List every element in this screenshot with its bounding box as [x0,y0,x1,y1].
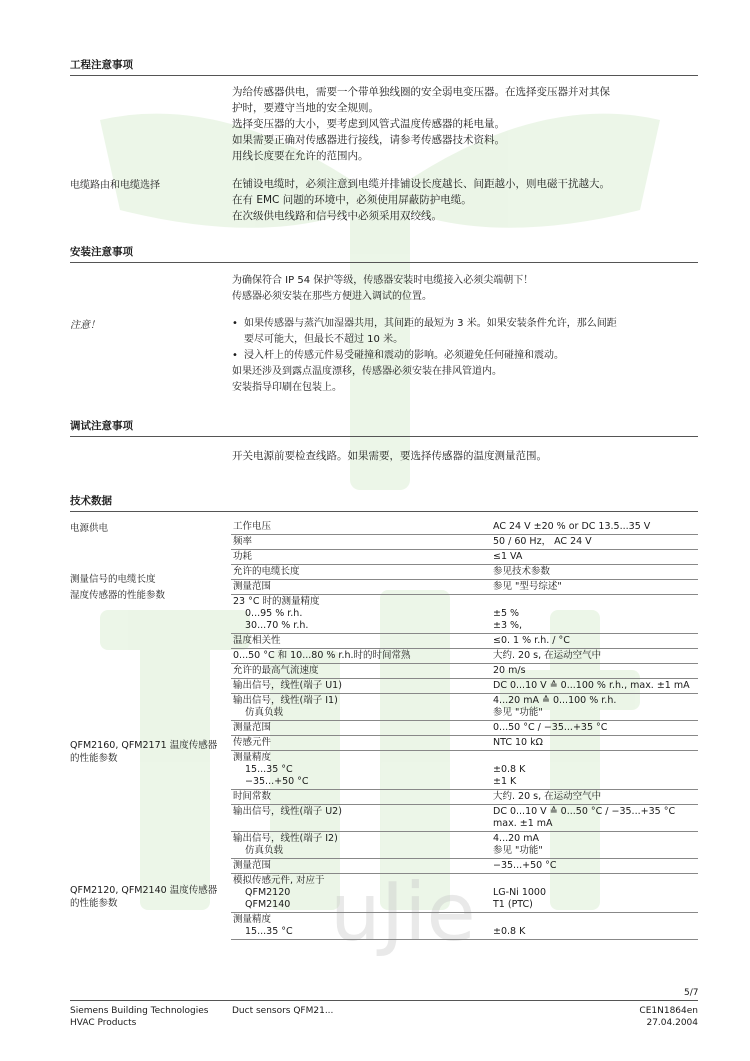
footer-doc: CE1N1864en 27.04.2004 [639,1006,698,1028]
spec-value: 参见 "型号综述" [493,581,562,592]
divider [70,75,698,76]
engineering-paragraph: 为给传感器供电，需要一个带单独线圈的安全弱电变压器。在选择变压器并对其保 护时，要遵守当地的安全规则。 选择变压器的大小，要考虑到风管式温度传感器的耗电量。 如果需要正确对传感器进行接线，请参考传感器技术资料。 用线长度要在允许的范围内。 [232,86,610,162]
spec-parameter: 输出信号，线性(端子 I2) 仿真负载 [233,833,338,856]
spec-parameter: 模拟传感元件, 对应于 QFM2120 QFM2140 [233,875,325,910]
spec-value: 大约. 20 s, 在运动空气中 [493,791,602,802]
side-label-qfm2120: QFM2120, QFM2140 温度传感器的性能参数 [70,885,218,909]
spec-value: 50 / 60 Hz， AC 24 V [493,536,592,547]
section-title-engineering: 工程注意事项 [70,59,133,71]
mounting-notes: • 如果传感器与蒸汽加湿器共用，其间距的最短为 3 米。如果安装条件允许，那么间距 要尽可能大，但最长不超过 10 米。 • 浸入杆上的传感元件易受碰撞和震动的影响。必须避免任何碰撞和震动。 如果还涉及到露点温度漂移，传感器必须安装在排风管道内。 安装指导印刷在包装上。 [232,316,702,396]
table-row [231,595,698,634]
commissioning-text: 开关电源前要检查线路。如果需要，要选择传感器的温度测量范围。 [232,450,547,462]
spec-value: ≤0. 1 % r.h. / °C [493,635,570,646]
table-row [231,550,698,565]
divider [70,262,698,263]
spec-parameter: 0...50 °C 和 10...80 % r.h.时的时间常熟 [233,650,411,661]
spec-value: 0...50 °C / −35...+35 °C [493,722,608,733]
table-row [231,679,698,694]
spec-value: −35...+50 °C [493,860,557,871]
section-title-commissioning: 调试注意事项 [70,420,133,432]
spec-value: ±5 % ±3 %, [493,608,523,631]
footer-divider [70,1000,698,1001]
section-title-mounting: 安装注意事项 [70,246,133,258]
spec-parameter: 测量范围 [233,581,272,592]
spec-parameter: 温度相关性 [233,635,281,646]
mounting-text: 为确保符合 IP 54 保护等级，传感器安装时电缆接入必须尖端朝下！ 传感器必须安装在那些方便进入调试的位置。 [232,275,534,302]
spec-parameter: 测量范围 [233,860,272,871]
table-row [231,790,698,805]
spec-parameter: 传感元件 [233,737,272,748]
note-label: 注意！ [70,320,100,331]
spec-value: NTC 10 kΩ [493,737,543,748]
table-row [231,805,698,832]
spec-parameter: 频率 [233,536,253,547]
table-row [231,859,698,874]
footer-product: Duct sensors QFM21... [232,1006,334,1016]
table-row [231,736,698,751]
list-item: • 如果传感器与蒸汽加湿器共用，其间距的最短为 3 米。如果安装条件允许，那么间距 要尽可能大，但最长不超过 10 米。 [232,316,702,348]
side-label-power: 电源供电 [70,523,109,534]
spec-value: 4...20 mA 参见 "功能" [493,833,543,856]
table-row [231,535,698,550]
spec-value: 4...20 mA ≙ 0...100 % r.h. 参见 "功能" [493,695,617,718]
spec-value: ±0.8 K [493,926,526,937]
cable-routing-text: 在铺设电缆时，必须注意到电缆并排铺设长度越长、间距越小，则电磁干扰越大。 在有 EMC 问题的环境中，必须使用屏蔽防护电缆。 在次级供电线路和信号线中必须采用双绞线。 [232,178,610,222]
cable-routing-label: 电缆路由和电缆选择 [70,180,160,191]
spec-value: 参见技术参数 [493,566,551,577]
table-row [231,520,698,535]
table-row [231,913,698,940]
spec-parameter: 工作电压 [233,521,272,532]
spec-parameter: 允许的最高气流速度 [233,665,319,676]
table-row [231,694,698,721]
table-row [231,649,698,664]
table-row [231,634,698,649]
section-title-technical: 技术数据 [70,495,112,507]
page-number: 5/7 [684,988,699,998]
side-label-qfm2160: QFM2160, QFM2171 温度传感器的性能参数 [70,740,218,764]
spec-table [231,520,698,940]
divider [70,436,698,437]
spec-parameter: 时间常数 [233,791,272,802]
spec-value: ±0.8 K ±1 K [493,764,526,787]
spec-value: 20 m/s [493,665,526,676]
spec-parameter: 测量精度 15...35 °C −35...+50 °C [233,752,309,787]
spec-parameter: 输出信号，线性(端子 U2) [233,806,342,817]
side-label-cable-length: 测量信号的电缆长度 [70,574,156,585]
table-row [231,721,698,736]
table-row [231,832,698,859]
spec-parameter: 测量范围 [233,722,272,733]
spec-parameter: 23 °C 时的测量精度 0...95 % r.h. 30...70 % r.h. [233,596,320,631]
spec-parameter: 输出信号，线性(端子 U1) [233,680,342,691]
spec-parameter: 功耗 [233,551,253,562]
spec-value: AC 24 V ±20 % or DC 13.5...35 V [493,521,651,532]
table-row [231,580,698,595]
table-row [231,664,698,679]
footer-company: Siemens Building Technologies HVAC Products [70,1006,209,1028]
list-item: • 浸入杆上的传感元件易受碰撞和震动的影响。必须避免任何碰撞和震动。 [232,348,702,364]
divider [70,511,698,512]
spec-parameter: 输出信号，线性(端子 I1) 仿真负载 [233,695,338,718]
spec-value: DC 0...10 V ≙ 0...100 % r.h., max. ±1 mA [493,680,690,691]
spec-parameter: 允许的电缆长度 [233,566,300,577]
svg-text:uJie: uJie [330,866,476,959]
table-row [231,565,698,580]
spec-parameter: 测量精度 15...35 °C [233,914,293,937]
table-row [231,751,698,790]
side-label-humidity: 湿度传感器的性能参数 [70,590,166,601]
spec-value: DC 0...10 V ≙ 0...50 °C / −35...+35 °C max. ±1 mA [493,806,676,829]
spec-value: ≤1 VA [493,551,523,562]
table-row [231,874,698,913]
spec-value: 大约. 20 s, 在运动空气中 [493,650,602,661]
spec-value: LG-Ni 1000 T1 (PTC) [493,887,547,910]
